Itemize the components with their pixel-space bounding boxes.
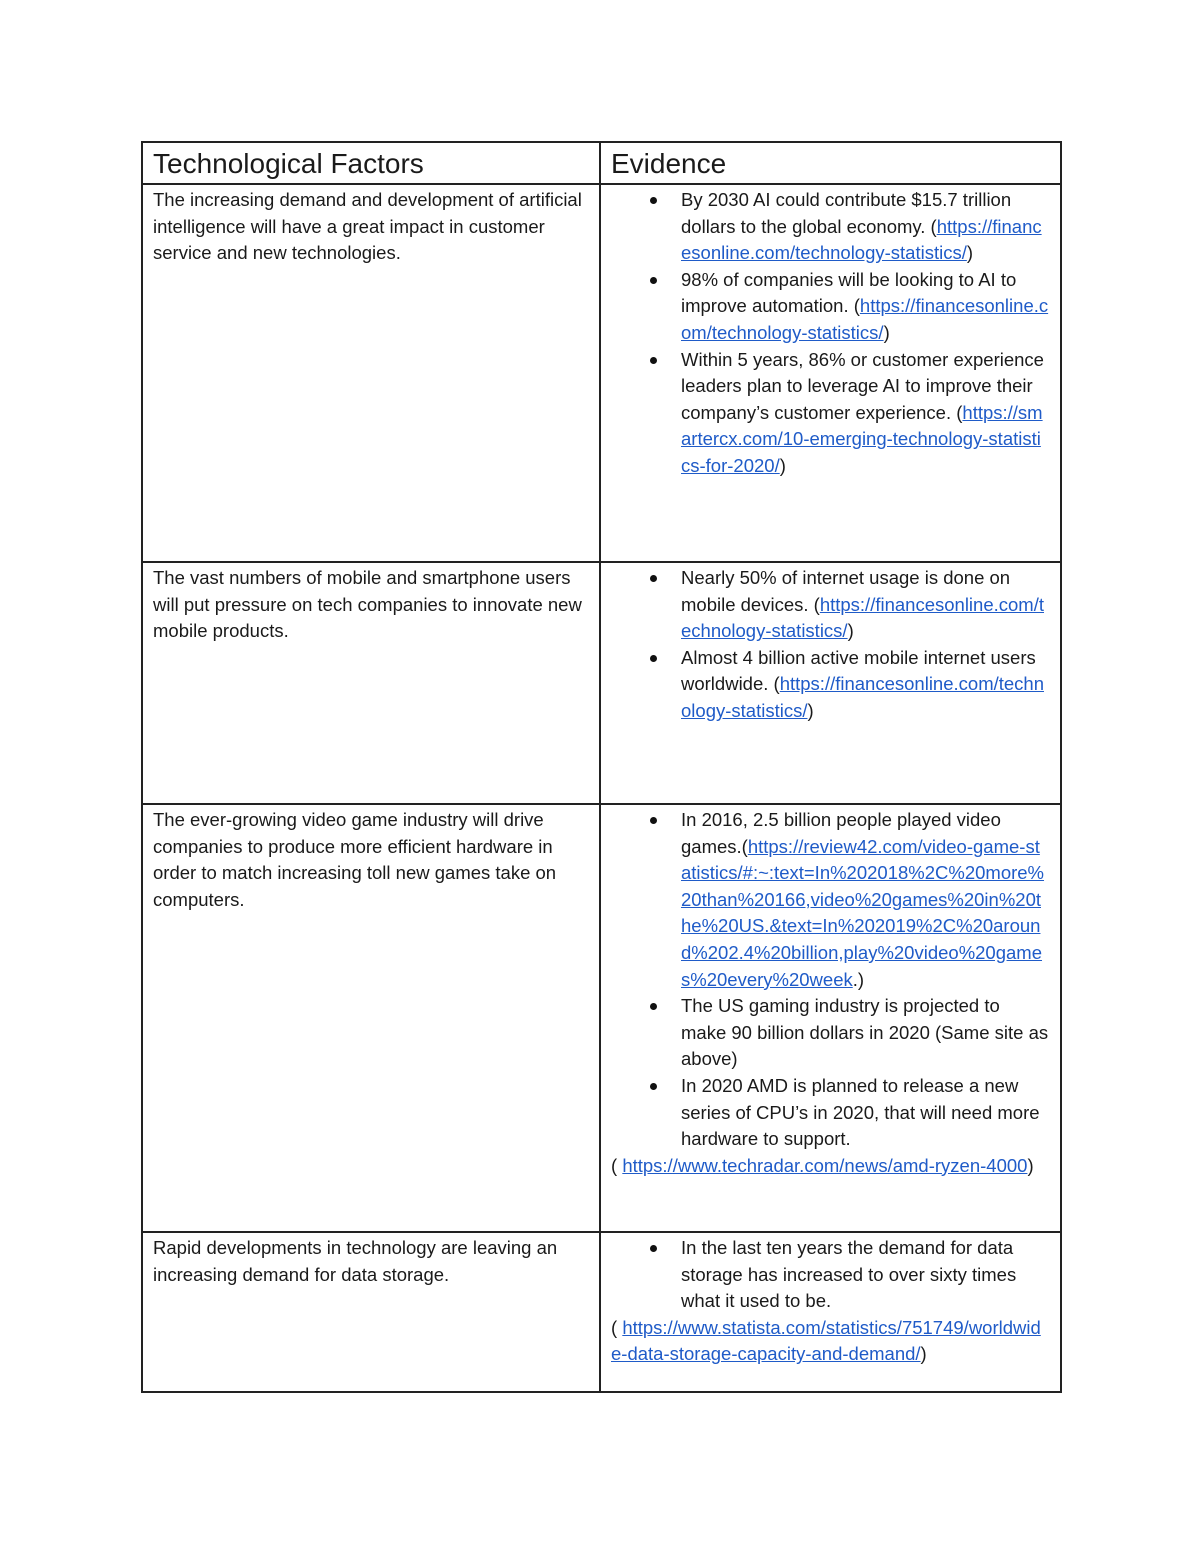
evidence-item bbox=[681, 645, 1050, 725]
evidence-item bbox=[681, 565, 1050, 645]
evidence-suffix: ) bbox=[779, 454, 786, 476]
evidence-text: Almost 4 billion active mobile internet users worldwide. ( bbox=[681, 646, 1036, 695]
evidence-item bbox=[681, 267, 1050, 347]
source-link[interactable]: https://financesonline.com/technology-statistics/ bbox=[681, 673, 1044, 721]
source-link[interactable]: https://financesonline.com/technology-statistics/ bbox=[681, 295, 1049, 343]
evidence-text: Nearly 50% of internet usage is done on mobile devices. ( bbox=[681, 567, 1011, 615]
evidence-cell bbox=[600, 562, 1061, 804]
evidence-text: 98% of companies will be looking to AI to improve automation. ( bbox=[681, 268, 1017, 317]
evidence-list bbox=[611, 187, 1050, 480]
factors-table bbox=[141, 141, 1062, 1393]
evidence-text: In the last ten years the demand for data storage has increased to over sixty times what it used to be. bbox=[681, 1237, 1017, 1312]
source-link[interactable]: https://financesonline.com/technology-statistics/ bbox=[681, 593, 1044, 642]
source-line bbox=[611, 1153, 1050, 1180]
evidence-item bbox=[681, 347, 1050, 480]
factor-cell: The increasing demand and development of artificial intelligence will have a great impact in customer service and new technologies. bbox=[142, 184, 600, 562]
evidence-cell bbox=[600, 184, 1061, 562]
table-row bbox=[142, 562, 1061, 804]
evidence-list bbox=[611, 1235, 1050, 1315]
source-suffix: ) bbox=[920, 1343, 927, 1365]
table-row bbox=[142, 1232, 1061, 1392]
source-link[interactable]: https://review42.com/video-game-statistics/#:~:text=In%202018%2C%20more%20than%20166,video%20games%20in%20the%20US.&text=In%202019%2C%20around%202.4%20billion,play%20video%20games%20every%20week bbox=[681, 835, 1045, 990]
evidence-suffix: ) bbox=[883, 321, 890, 343]
header-technological-factors: Technological Factors bbox=[142, 142, 600, 184]
source-link[interactable]: https://www.statista.com/statistics/751749/worldwide-data-storage-capacity-and-demand/ bbox=[611, 1316, 1041, 1365]
source-suffix: ) bbox=[1027, 1154, 1034, 1176]
evidence-text: Within 5 years, 86% or customer experience leaders plan to leverage AI to improve their company’s customer experience. ( bbox=[681, 348, 1044, 423]
evidence-item bbox=[681, 1235, 1050, 1315]
evidence-cell bbox=[600, 1232, 1061, 1392]
source-link[interactable]: https://www.techradar.com/news/amd-ryzen-4000 bbox=[622, 1154, 1028, 1176]
evidence-list bbox=[611, 807, 1050, 1153]
table-row bbox=[142, 804, 1061, 1232]
source-prefix: ( bbox=[611, 1316, 623, 1338]
evidence-suffix: ) bbox=[847, 620, 854, 642]
evidence-suffix: ) bbox=[966, 242, 974, 264]
factor-cell: The vast numbers of mobile and smartphone users will put pressure on tech companies to innovate new mobile products. bbox=[142, 562, 600, 804]
evidence-text: In 2020 AMD is planned to release a new series of CPU’s in 2020, that will need more hardware to support. bbox=[681, 1074, 1040, 1150]
evidence-item bbox=[681, 187, 1050, 267]
source-line bbox=[611, 1315, 1050, 1368]
evidence-suffix: ) bbox=[807, 699, 814, 721]
source-prefix: ( bbox=[611, 1154, 623, 1176]
factor-cell: The ever-growing video game industry will drive companies to produce more efficient hardware in order to match increasing toll new games take on computers. bbox=[142, 804, 600, 1232]
header-evidence: Evidence bbox=[600, 142, 1061, 184]
evidence-text: The US gaming industry is projected to make 90 billion dollars in 2020 (Same site as above) bbox=[681, 995, 1049, 1070]
evidence-item bbox=[681, 807, 1050, 993]
evidence-item bbox=[681, 1073, 1050, 1153]
table-row bbox=[142, 184, 1061, 562]
source-link[interactable]: https://smartercx.com/10-emerging-technology-statistics-for-2020/ bbox=[681, 401, 1043, 476]
factor-cell: Rapid developments in technology are leaving an increasing demand for data storage. bbox=[142, 1232, 600, 1392]
header-row bbox=[142, 142, 1061, 184]
evidence-list bbox=[611, 565, 1050, 725]
evidence-text: In 2016, 2.5 billion people played video games.( bbox=[681, 809, 1001, 857]
evidence-item bbox=[681, 993, 1050, 1073]
evidence-cell bbox=[600, 804, 1061, 1232]
evidence-suffix: .) bbox=[852, 968, 865, 990]
source-link[interactable]: https://financesonline.com/technology-statistics/ bbox=[681, 215, 1042, 264]
evidence-text: By 2030 AI could contribute $15.7 trillion dollars to the global economy. ( bbox=[681, 189, 1012, 237]
